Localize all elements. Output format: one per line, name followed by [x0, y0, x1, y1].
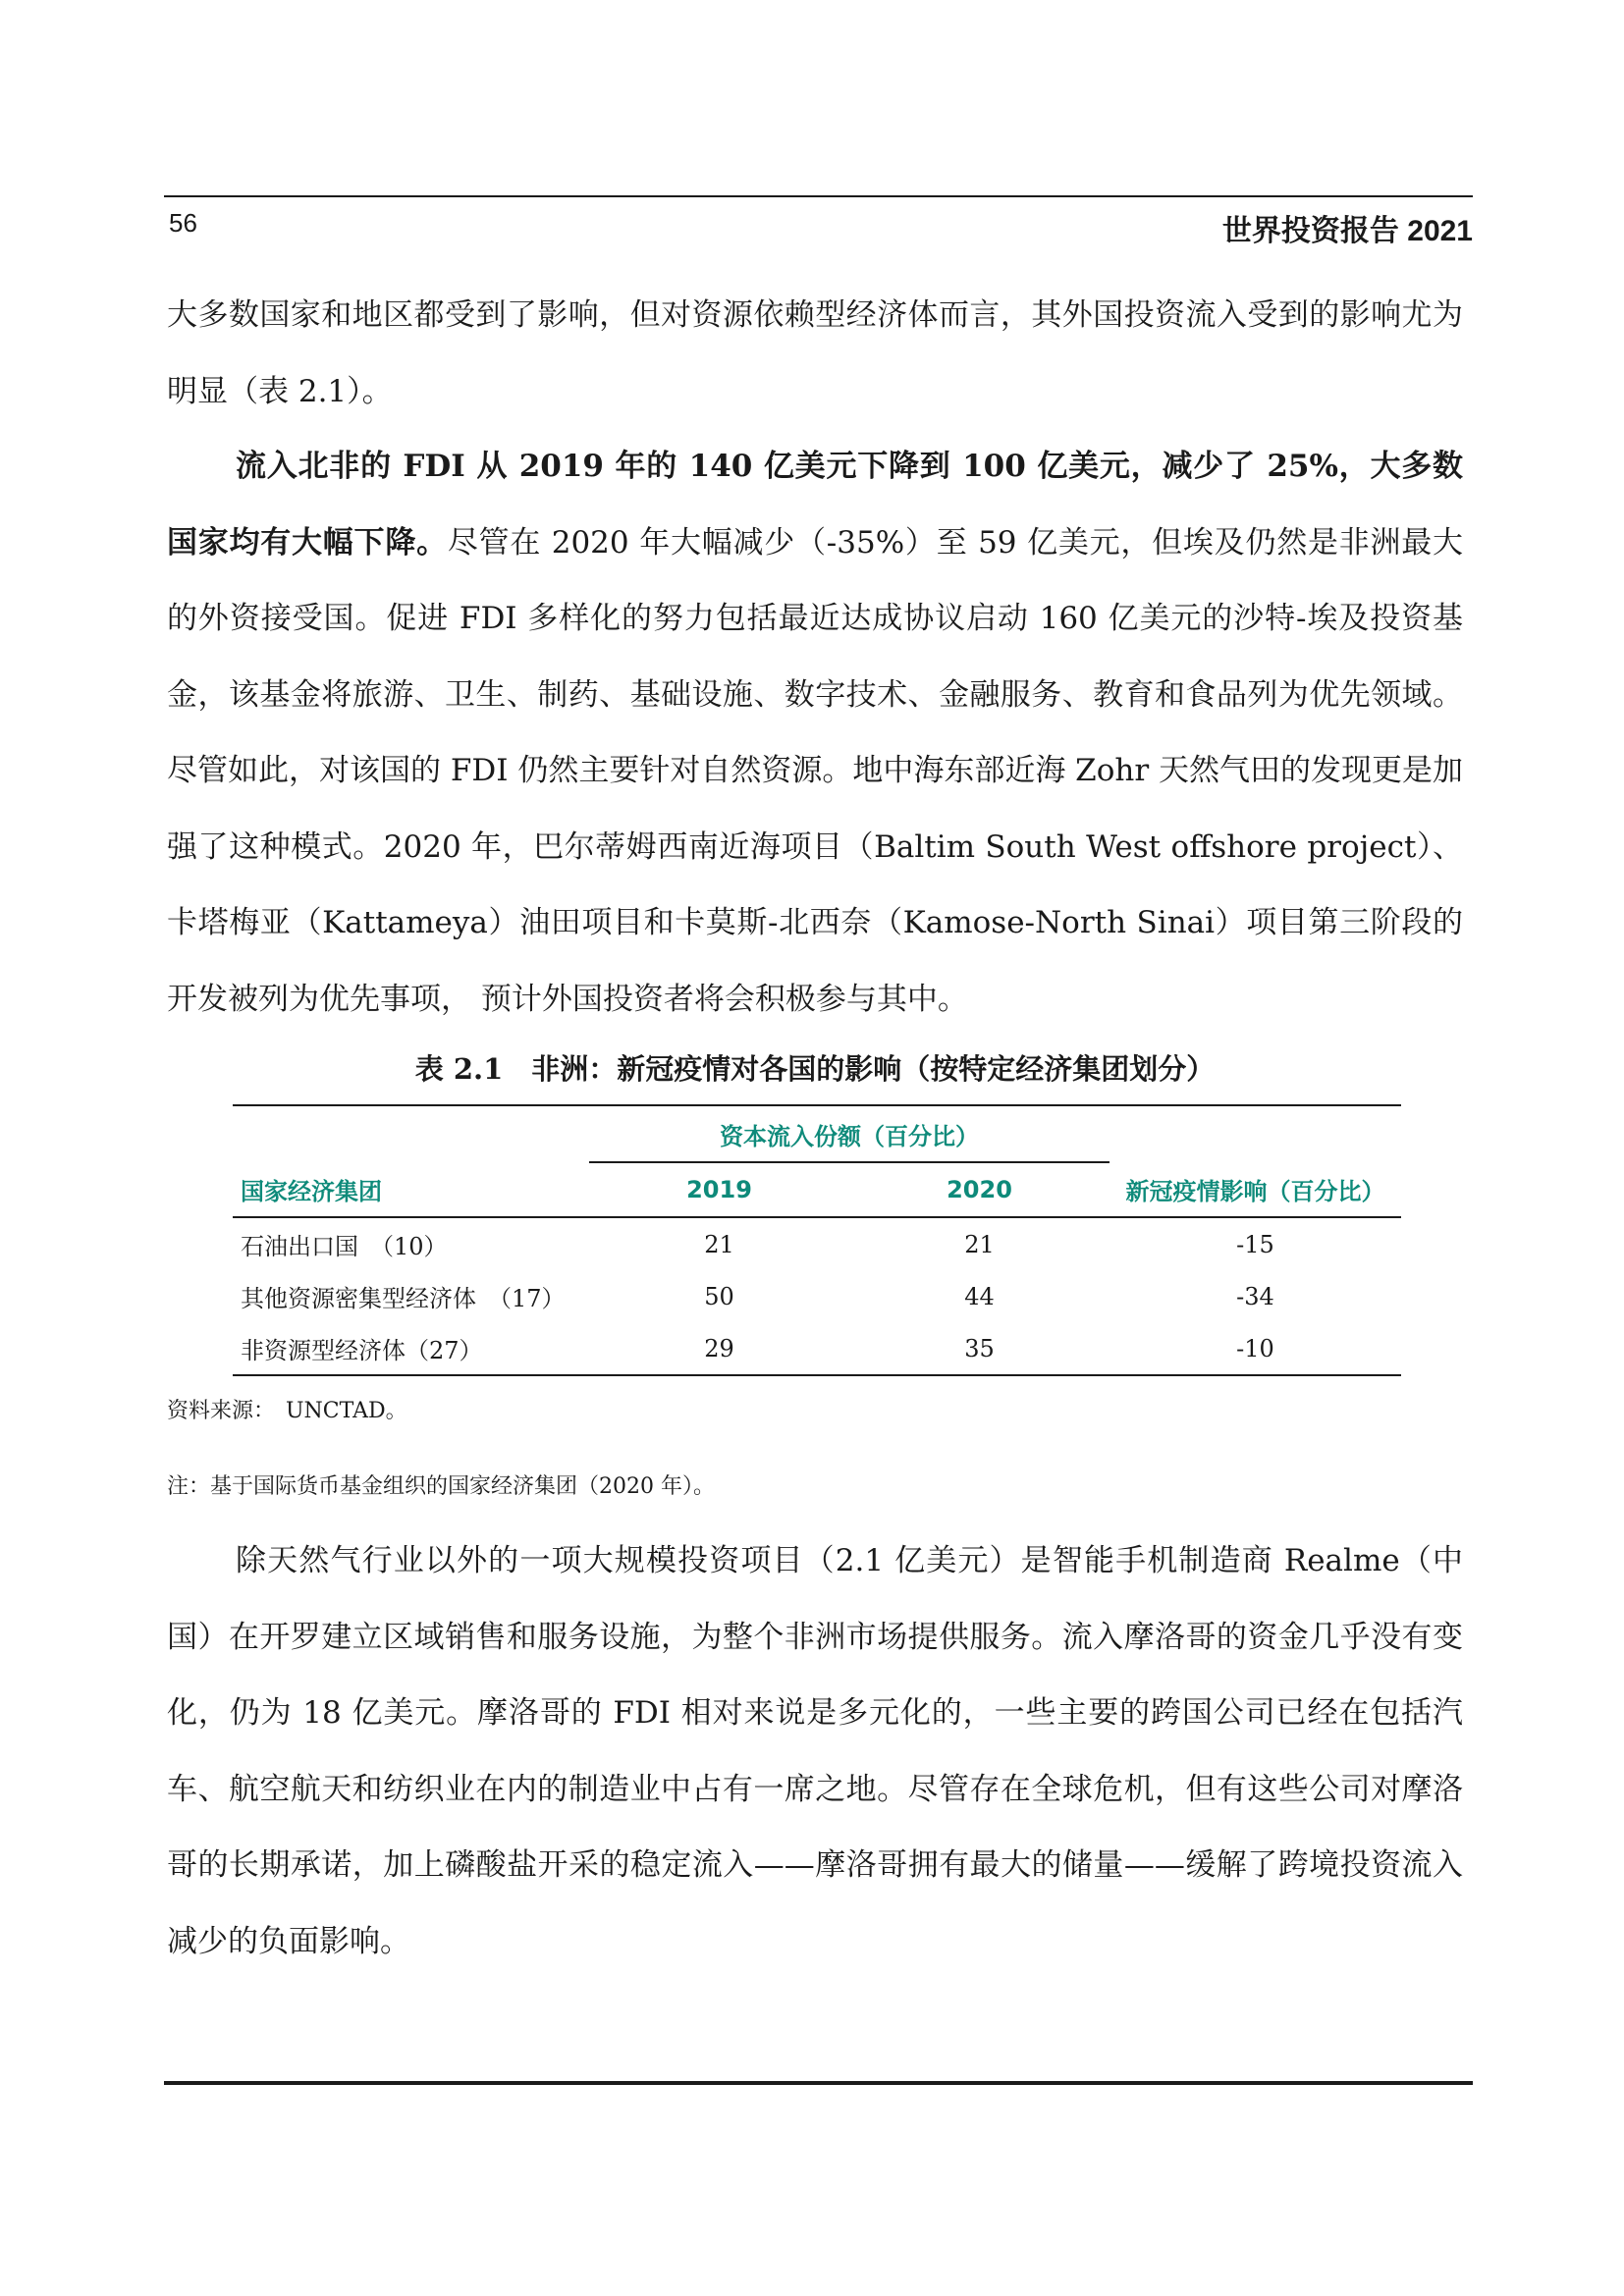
table-source: 资料来源： UNCTAD。 — [167, 1399, 407, 1423]
paragraph-3: 除天然气行业以外的一项大规模投资项目（2.1 亿美元）是智能手机制造商 Realme（中国）在开罗建立区域销售和服务设施，为整个非洲市场提供服务。流入摩洛哥的资金几乎没有变化，仍为 18 亿美元。摩洛哥的 FDI 相对来说是多元化的，一些主要的跨国公司已经在包括汽车、航空航天和纺织业在内的制造业中占有一席之地。尽管存在全球危机，但有这些公司对摩洛哥的长期承诺，加上磷酸盐开采的稳定流入——摩洛哥拥有最大的储量——缓解了跨境投资流入减少的负面影响。 — [167, 1543, 1463, 1959]
paragraph-2 — [167, 429, 1463, 1038]
table-header-spacer — [233, 1105, 589, 1162]
paragraph-2-body: 尽管在 2020 年大幅减少（-35%）至 59 亿美元，但埃及仍然是非洲最大的外资接受国。促进 FDI 多样化的努力包括最近达成协议启动 160 亿美元的沙特-埃及投资基金，该基金将旅游、卫生、制药、基础设施、数字技术、金融服务、教育和食品列为优先领域。尽管如此，对该国的 FDI 仍然主要针对自然资源。地中海东部近海 Zohr 天然气田的发现更是加强了这种模式。2020 年，巴尔蒂姆西南近海项目（Baltim South West offshore project）、卡塔梅亚（Kattameya）油田项目和卡莫斯-北西奈（Kamose-North Sinai）项目第三阶段的开发被列为优先事项， 预计外国投资者将会积极参与其中。 — [167, 524, 1464, 1017]
table-note: 注：基于国际货币基金组织的国家经济集团（2020 年）。 — [167, 1474, 715, 1499]
paragraph-2-lead: 流入北非的 FDI 从 2019 年的 140 亿美元下降到 100 亿美元，减少了 25%，大多数国家均有大幅下降。 — [167, 449, 1463, 561]
covid-impact-table — [233, 1104, 1401, 1376]
table-header-spacer-right — [1110, 1105, 1401, 1162]
header-rule — [164, 195, 1473, 197]
row-2020: 44 — [964, 1282, 995, 1310]
row-2020: 35 — [964, 1334, 995, 1362]
row-2019: 21 — [704, 1230, 734, 1258]
paragraph-1: 大多数国家和地区都受到了影响，但对资源依赖型经济体而言，其外国投资流入受到的影响尤为明显（表 2.1）。 — [167, 297, 1463, 409]
table-row — [233, 1217, 1401, 1270]
row-2019: 50 — [704, 1282, 734, 1310]
row-impact: -34 — [1236, 1282, 1274, 1310]
footer-rule — [164, 2081, 1473, 2085]
row-name: 石油出口国 （10） — [241, 1233, 448, 1260]
col-header-2019: 2019 — [686, 1176, 752, 1203]
running-title: 世界投资报告 2021 — [1221, 215, 1473, 247]
col-header-impact: 新冠疫情影响（百分比） — [1125, 1178, 1385, 1205]
page-number: 56 — [169, 208, 197, 238]
row-impact: -10 — [1236, 1334, 1274, 1362]
row-name: 其他资源密集型经济体 （17） — [241, 1285, 566, 1312]
row-2019: 29 — [704, 1334, 734, 1362]
table-row — [233, 1270, 1401, 1322]
row-2020: 21 — [964, 1230, 995, 1258]
table-caption: 表 2.1 非洲：新冠疫情对各国的影响（按特定经济集团划分） — [414, 1052, 1216, 1086]
col-header-2020: 2020 — [947, 1176, 1012, 1203]
row-name: 非资源型经济体（27） — [241, 1337, 483, 1364]
col-header-group: 国家经济集团 — [241, 1178, 382, 1205]
row-impact: -15 — [1236, 1230, 1274, 1258]
table-group-header: 资本流入份额（百分比） — [589, 1105, 1110, 1162]
table-row — [233, 1322, 1401, 1375]
